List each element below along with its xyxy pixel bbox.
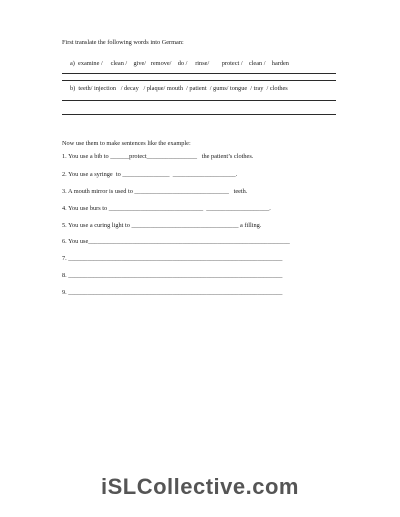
word-list-a: a) examine / clean / give/ remove/ do / rinse/ protect / clean / harden [70, 60, 289, 67]
answer-line-a1 [62, 73, 336, 74]
answer-line-b1 [62, 100, 336, 101]
sentence-2: 2. You use a syringe to _______________ ____________________. [62, 171, 238, 178]
sentence-5: 5. You use a curing light to __________________________________ a filling. [62, 222, 262, 229]
sentence-3: 3. A mouth mirror is used to ______________________________ teeth. [62, 188, 248, 195]
sentence-9: 9. ____________________________________________________________________ [62, 289, 283, 296]
sentences-instruction: Now use them to make sentences like the example: [62, 140, 191, 147]
word-list-b: b) teeth/ injection / decay / plaque/ mouth / patient / gums/ tongue / tray / clothes [70, 85, 288, 92]
translate-instruction: First translate the following words into German: [62, 39, 184, 46]
sentence-1: 1. You use a bib to ______protect________________ the patient’s clothes. [62, 153, 254, 160]
sentence-8: 8. ____________________________________________________________________ [62, 272, 283, 279]
watermark-text: iSLCollective.com [100, 474, 299, 499]
answer-line-b2 [62, 114, 336, 115]
sentence-6: 6. You use________________________________________________________________ [62, 238, 290, 245]
sentence-4: 4. You use burs to ______________________________ ____________________. [62, 205, 271, 212]
answer-line-a2 [62, 80, 336, 81]
sentence-7: 7. ____________________________________________________________________ [62, 255, 283, 262]
